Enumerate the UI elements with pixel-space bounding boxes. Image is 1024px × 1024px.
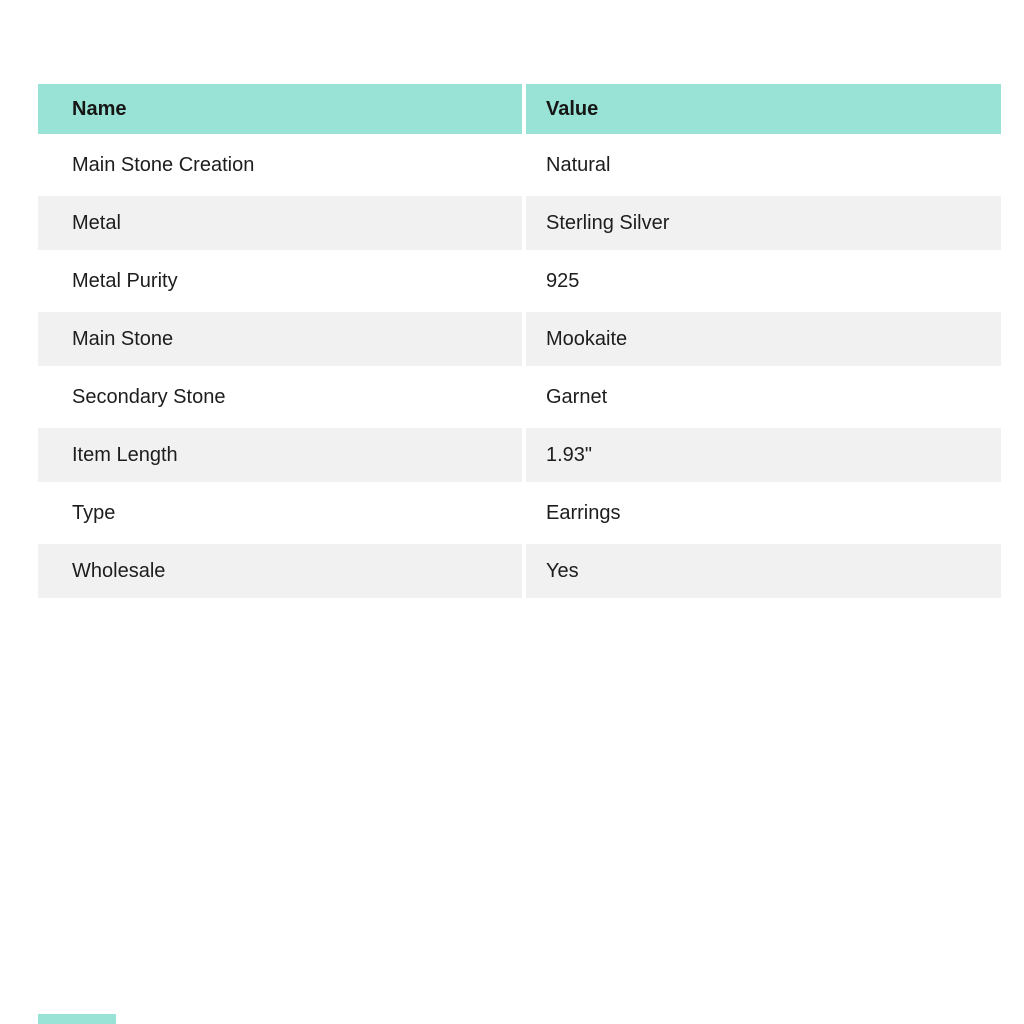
attribute-name-cell: Metal Purity — [38, 254, 522, 308]
attribute-value-cell: Natural — [526, 138, 1001, 192]
column-header-name: Name — [38, 84, 522, 134]
next-table-partial-header — [38, 1014, 116, 1024]
table-head — [38, 84, 1001, 134]
table-row — [38, 370, 1001, 424]
attribute-value-cell: Yes — [526, 544, 1001, 598]
attribute-value-cell: 925 — [526, 254, 1001, 308]
table-body — [38, 138, 1001, 598]
attribute-value-cell: Garnet — [526, 370, 1001, 424]
table-row — [38, 486, 1001, 540]
attribute-name-cell: Wholesale — [38, 544, 522, 598]
table-row — [38, 428, 1001, 482]
table-row — [38, 312, 1001, 366]
attribute-value-cell: Earrings — [526, 486, 1001, 540]
attribute-value-cell: Sterling Silver — [526, 196, 1001, 250]
attribute-value-cell: Mookaite — [526, 312, 1001, 366]
attribute-name-cell: Item Length — [38, 428, 522, 482]
table-row — [38, 196, 1001, 250]
table-header-row — [38, 84, 1001, 134]
attribute-name-cell: Secondary Stone — [38, 370, 522, 424]
attribute-name-cell: Type — [38, 486, 522, 540]
product-attributes-table — [34, 80, 1005, 602]
column-header-value: Value — [526, 84, 1001, 134]
table-row — [38, 544, 1001, 598]
attribute-name-cell: Main Stone Creation — [38, 138, 522, 192]
table-row — [38, 254, 1001, 308]
attribute-name-cell: Main Stone — [38, 312, 522, 366]
attribute-value-cell: 1.93" — [526, 428, 1001, 482]
table-row — [38, 138, 1001, 192]
attribute-name-cell: Metal — [38, 196, 522, 250]
